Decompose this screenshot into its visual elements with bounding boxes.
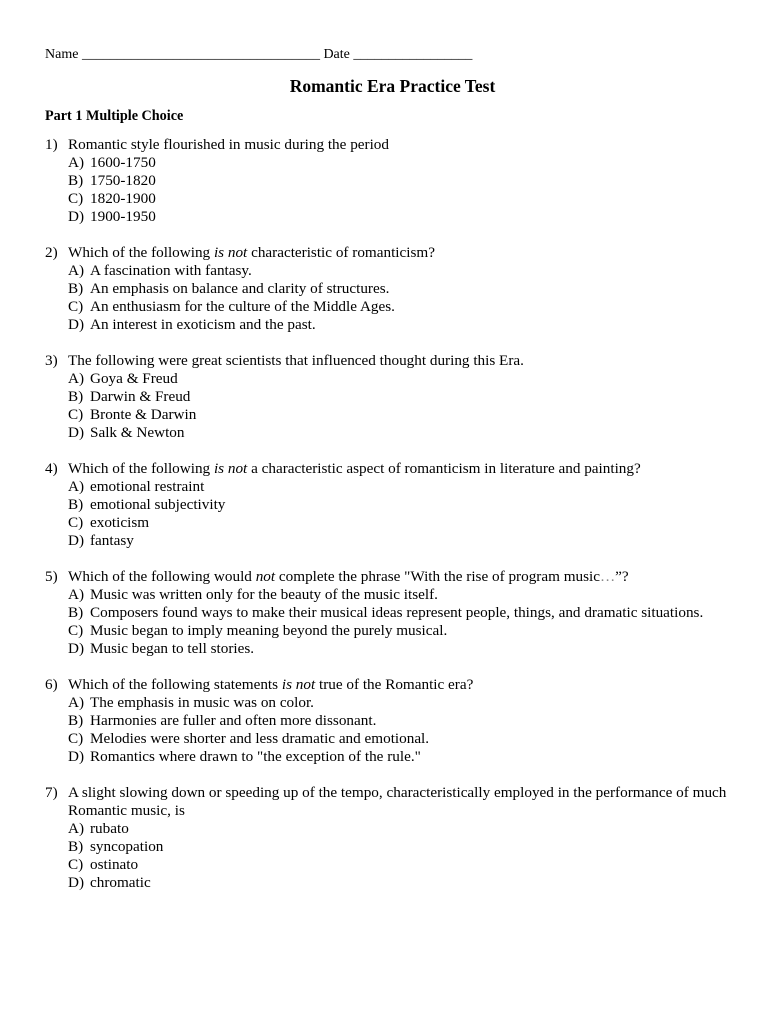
- question-5: [45, 568, 728, 658]
- question-2: [45, 244, 728, 334]
- question-stem: [68, 136, 728, 154]
- name-date-line: [45, 46, 728, 63]
- stem-emphasis: is not: [213, 459, 248, 477]
- page-title: Romantic Era Practice Test: [289, 76, 496, 96]
- option-b: [68, 712, 728, 730]
- option-text: A fascination with fantasy.: [90, 262, 252, 280]
- option-c: [68, 730, 728, 748]
- option-a: [68, 370, 728, 388]
- stem-emphasis: is not: [213, 243, 248, 261]
- stem-text: Which of the following: [68, 459, 214, 477]
- option-text: Darwin & Freud: [90, 388, 191, 406]
- option-letter: D): [68, 532, 85, 550]
- option-text: exoticism: [90, 514, 150, 532]
- name-label: Name: [45, 47, 79, 62]
- option-d: [68, 424, 728, 442]
- question-number: 1): [45, 136, 58, 153]
- date-blank: _________________: [353, 47, 473, 62]
- question-number: 5): [45, 567, 58, 585]
- stem-text: Which of the following: [68, 243, 214, 261]
- option-letter: D): [68, 874, 85, 892]
- answer-options: [45, 370, 728, 442]
- option-letter: A): [68, 478, 85, 495]
- answer-options: [45, 586, 728, 658]
- answer-options: [45, 820, 728, 892]
- option-a: [68, 154, 728, 172]
- question-number: 3): [45, 351, 58, 369]
- option-d: [68, 316, 728, 334]
- option-text: Bronte & Darwin: [90, 406, 197, 424]
- option-b: [68, 838, 728, 856]
- option-c: [68, 856, 728, 874]
- option-text: An emphasis on balance and clarity of structures.: [90, 280, 390, 298]
- option-letter: B): [68, 604, 84, 622]
- option-letter: D): [68, 316, 85, 334]
- option-c: [68, 190, 728, 208]
- option-c: [68, 514, 728, 532]
- option-letter: D): [68, 640, 85, 658]
- option-letter: C): [68, 514, 84, 532]
- question-6: [45, 676, 728, 766]
- option-letter: D): [68, 748, 85, 766]
- question-stem: [68, 244, 728, 262]
- question-1: [45, 136, 728, 226]
- stem-emphasis: not: [255, 567, 276, 585]
- question-stem: [68, 676, 728, 694]
- option-a: [68, 262, 728, 280]
- option-text: An enthusiasm for the culture of the Middle Ages.: [90, 298, 395, 316]
- option-letter: B): [68, 172, 84, 190]
- option-text: 1820-1900: [90, 190, 156, 208]
- option-b: [68, 172, 728, 190]
- answer-options: [45, 694, 728, 766]
- option-c: [68, 622, 728, 640]
- stem-emphasis: is not: [281, 675, 316, 693]
- option-letter: A): [68, 262, 85, 280]
- answer-options: [45, 478, 728, 550]
- option-c: [68, 298, 728, 316]
- stem-text: true of the Romantic era?: [315, 675, 474, 693]
- option-letter: B): [68, 388, 84, 406]
- option-letter: D): [68, 424, 85, 442]
- question-stem: [68, 568, 728, 586]
- option-letter: A): [68, 154, 85, 172]
- stem-text: a characteristic aspect of romanticism in literature and painting?: [247, 459, 641, 477]
- option-b: [68, 280, 728, 298]
- option-text: 1900-1950: [90, 208, 156, 226]
- option-text: emotional subjectivity: [90, 496, 226, 514]
- option-text: Romantics where drawn to "the exception of the rule.": [90, 748, 421, 766]
- option-text: The emphasis in music was on color.: [90, 693, 314, 711]
- question-stem: [68, 784, 728, 820]
- option-letter: D): [68, 208, 85, 226]
- stem-text: characteristic of romanticism?: [247, 243, 435, 261]
- stem-ellipsis: …: [599, 567, 616, 585]
- option-d: [68, 640, 728, 658]
- option-d: [68, 874, 728, 892]
- stem-text: A slight slowing down or speeding up of the tempo, characteristically employed in the performance of much Romantic music, is: [68, 783, 727, 819]
- option-b: [68, 388, 728, 406]
- option-text: Melodies were shorter and less dramatic and emotional.: [90, 730, 430, 748]
- question-stem: [68, 352, 728, 370]
- option-c: [68, 406, 728, 424]
- option-text: chromatic: [90, 874, 151, 892]
- stem-text: Which of the following would: [68, 567, 256, 585]
- option-text: An interest in exoticism and the past.: [90, 316, 316, 334]
- option-d: [68, 208, 728, 226]
- option-letter: A): [68, 693, 85, 711]
- option-d: [68, 532, 728, 550]
- question-7: [45, 784, 728, 893]
- answer-options: [45, 154, 728, 226]
- stem-text: ”?: [615, 567, 629, 585]
- question-number: 7): [45, 783, 58, 801]
- option-a: [68, 694, 728, 712]
- option-letter: C): [68, 298, 84, 316]
- option-letter: A): [68, 585, 85, 603]
- option-text: rubato: [90, 820, 129, 837]
- option-text: fantasy: [90, 532, 134, 550]
- option-letter: B): [68, 712, 84, 730]
- option-letter: C): [68, 856, 84, 874]
- name-blank: __________________________________: [81, 47, 320, 62]
- option-b: [68, 604, 728, 622]
- answer-options: [45, 262, 728, 334]
- option-letter: C): [68, 622, 84, 640]
- option-letter: C): [68, 406, 84, 424]
- option-text: syncopation: [90, 838, 164, 856]
- option-letter: B): [68, 838, 84, 856]
- option-letter: A): [68, 820, 85, 837]
- question-stem: [68, 460, 728, 478]
- option-a: [68, 586, 728, 604]
- option-d: [68, 748, 728, 766]
- option-letter: C): [68, 730, 84, 748]
- question-3: [45, 352, 728, 442]
- option-text: Harmonies are fuller and often more dissonant.: [90, 712, 377, 730]
- question-number: 2): [45, 243, 58, 261]
- stem-text: complete the phrase "With the rise of program music: [275, 567, 600, 585]
- option-letter: B): [68, 496, 84, 514]
- option-a: [68, 478, 728, 496]
- option-text: ostinato: [90, 856, 139, 874]
- option-text: Music began to imply meaning beyond the purely musical.: [90, 622, 448, 640]
- option-text: Music was written only for the beauty of the music itself.: [90, 585, 438, 603]
- question-number: 6): [45, 675, 58, 693]
- option-b: [68, 496, 728, 514]
- option-text: Salk & Newton: [90, 424, 185, 442]
- part-heading: Part 1 Multiple Choice: [45, 108, 184, 124]
- date-label: Date: [323, 47, 350, 62]
- option-letter: C): [68, 190, 84, 208]
- option-letter: A): [68, 370, 85, 388]
- option-text: Music began to tell stories.: [90, 640, 255, 658]
- option-text: 1600-1750: [90, 154, 156, 172]
- option-text: Composers found ways to make their musical ideas represent people, things, and dramatic situations.: [90, 604, 704, 622]
- question-number: 4): [45, 459, 58, 477]
- stem-text: Romantic style flourished in music during the period: [68, 136, 389, 153]
- option-letter: B): [68, 280, 84, 298]
- stem-text: Which of the following statements: [68, 675, 282, 693]
- question-4: [45, 460, 728, 550]
- option-a: [68, 820, 728, 838]
- option-text: emotional restraint: [90, 478, 205, 495]
- option-text: Goya & Freud: [90, 370, 178, 388]
- option-text: 1750-1820: [90, 172, 156, 190]
- stem-text: The following were great scientists that influenced thought during this Era.: [68, 351, 524, 369]
